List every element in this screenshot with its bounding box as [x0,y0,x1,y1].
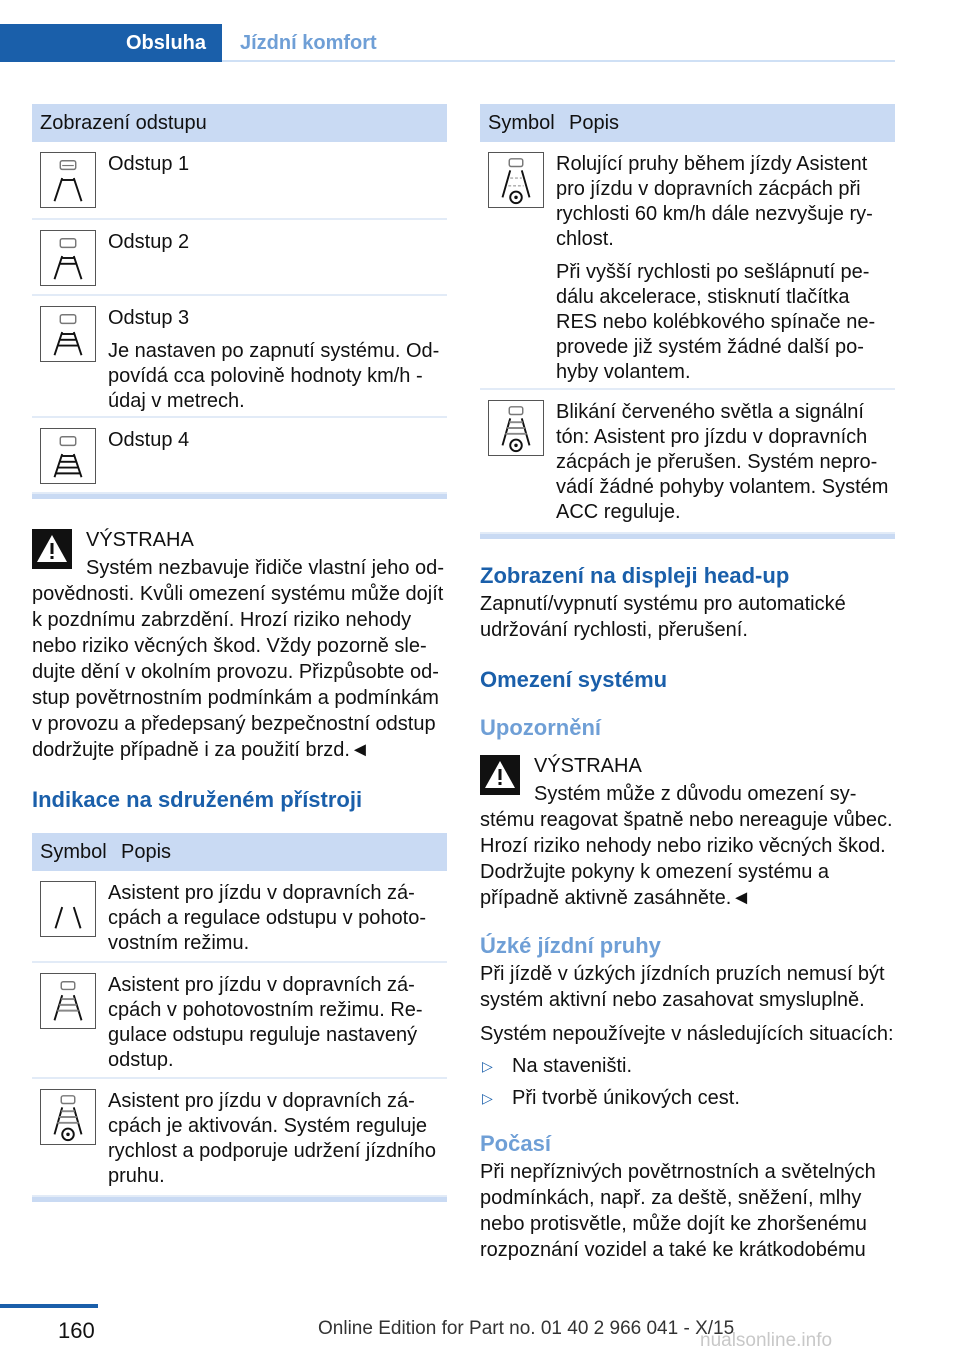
triangle-bullet-icon: ▷ [482,1090,493,1106]
header-tabs [0,24,895,62]
list-item-text: Na staveništi. [512,1055,633,1077]
warning-text: Systém nezbavuje řidiče vlastní jeho odpovědnosti. Kvůli omezení systému může dojít k pozdnímu zabrzdění. Hrozí riziko nehody nebo riziko věcných škod. Vždy pozorně sledujte dění v okolním provozu. Přizpůsobte odstup povětrnostním podmínkám a podmínkám v provozu a předepsaný bezpečnostní odstup dodržujte případně i za použití brzd.◄ [32,557,444,761]
table-end-rule [480,534,895,539]
row-text: Blikání červeného světla a signální tón: Asistent pro jízdu v dopravních zácpách je přerušen. Systém neprovádí žádné pohyby volantem. Systém ACC reguluje. [556,401,889,523]
col-popis: Popis [121,841,172,863]
car-lanes-steering-icon [40,1089,96,1145]
warning-text: Systém může z důvodu omezení systému reagovat špatně nebo nereaguje vůbec. Hrozí riziko nehody nebo riziko věcných škod. Dodržujte pokyny k omezení systému a případně aktivně zasáhněte.◄ [480,783,893,909]
status-table-header [480,104,895,142]
warning-title: VÝSTRAHA [86,529,194,551]
row-text: Asistent pro jízdu v dopravních zácpách a regulace odstupu v pohotovostním režimu. [108,882,427,954]
distance-4-icon [40,428,96,484]
hud-text: Zapnutí/vypnutí systému pro automatické udržování rychlosti, přerušení. [480,593,846,641]
table-row [32,871,447,963]
left-column [32,104,447,1202]
distance-table-header [32,104,447,142]
section-heading-instrument: Indikace na sdruženém přístroji [32,787,363,812]
page-number: 160 [58,1318,95,1343]
row-text: Při vyšší rychlosti po sešlápnutí pedálu akcelerace, stisknutí tlačítka RES nebo kolébkového spínače neprovede již systém žádné další pohyby volantem. [556,261,876,383]
weather-text: Při nepříznivých povětrnostních a světelných podmínkách, např. za deště, sněžení, mlhy nebo protisvětle, může dojít ke zhoršenému rozpoznání vozidel a také ke krátkodobému [480,1161,876,1261]
car-lanes-grey-icon [40,973,96,1029]
narrow-text-2: Systém nepoužívejte v následujících situacích: [480,1023,894,1045]
subheading-weather: Počasí [480,1131,551,1156]
row-text: Odstup 3 [108,307,190,329]
row-text: Je nastaven po zapnutí systému. Odpovídá cca polovině hodnoty km/h - údaj v metrech. [108,340,440,412]
col-symbol: Symbol [40,841,107,863]
row-text: Rolující pruhy během jízdy Asistent pro jízdu v dopravních zácpách při rychlosti 60 km/h dále nezvyšuje rychlost. [556,153,873,250]
col-popis: Popis [569,112,620,134]
table-row [32,1079,447,1197]
list-item [480,1053,895,1079]
row-text: Odstup 1 [108,153,190,175]
right-column [480,104,895,1263]
section-heading-limits: Omezení systému [480,667,668,692]
table-row [32,418,447,494]
distance-2-icon [40,230,96,286]
narrow-text: Při jízdě v úzkých jízdních pruzích nemusí být systém aktivní nebo zasahovat smysluplně. [480,963,885,1011]
situation-list [480,1053,895,1111]
list-item [480,1085,895,1111]
table-row [32,142,447,220]
table-row [480,390,895,534]
section-heading-hud: Zobrazení na displeji head-up [480,563,790,588]
table-row [32,220,447,296]
footer-edition: Online Edition for Part no. 01 40 2 966 041 - X/15 [318,1318,735,1339]
lane-lines-icon [40,881,96,937]
distance-table-header-label: Zobrazení odstupu [40,112,207,134]
red-light-icon [488,400,544,456]
row-text: Asistent pro jízdu v dopravních zácpách je aktivován. Systém reguluje rychlost a podporuje udržení jízdního pruhu. [108,1090,436,1187]
row-text: Odstup 4 [108,429,190,451]
table-row [480,142,895,390]
table-end-rule [32,1197,447,1202]
indicator-table-header [32,833,447,871]
rolling-lanes-icon [488,152,544,208]
tab-obsluha[interactable]: Obsluha [0,24,222,62]
triangle-bullet-icon: ▷ [482,1058,493,1074]
page-number-bar [0,1304,98,1308]
row-text: Asistent pro jízdu v dopravních zácpách v pohotovostním režimu. Regulace odstupu reguluje nastavený odstup. [108,974,423,1071]
warning-icon [32,529,72,569]
row-text: Odstup 2 [108,231,190,253]
list-item-text: Při tvorbě únikových cest. [512,1087,740,1109]
tab-jizdni-komfort[interactable]: Jízdní komfort [240,32,377,54]
distance-1-icon [40,152,96,208]
subheading-notice: Upozornění [480,715,601,740]
warning-title: VÝSTRAHA [534,755,642,777]
subheading-narrow-lanes: Úzké jízdní pruhy [480,933,661,958]
table-end-rule [32,494,447,499]
col-symbol: Symbol [488,112,555,134]
watermark: nualsonline.info [700,1330,833,1351]
warning-icon [480,755,520,795]
table-row [32,296,447,418]
distance-3-icon [40,306,96,362]
table-row [32,963,447,1079]
